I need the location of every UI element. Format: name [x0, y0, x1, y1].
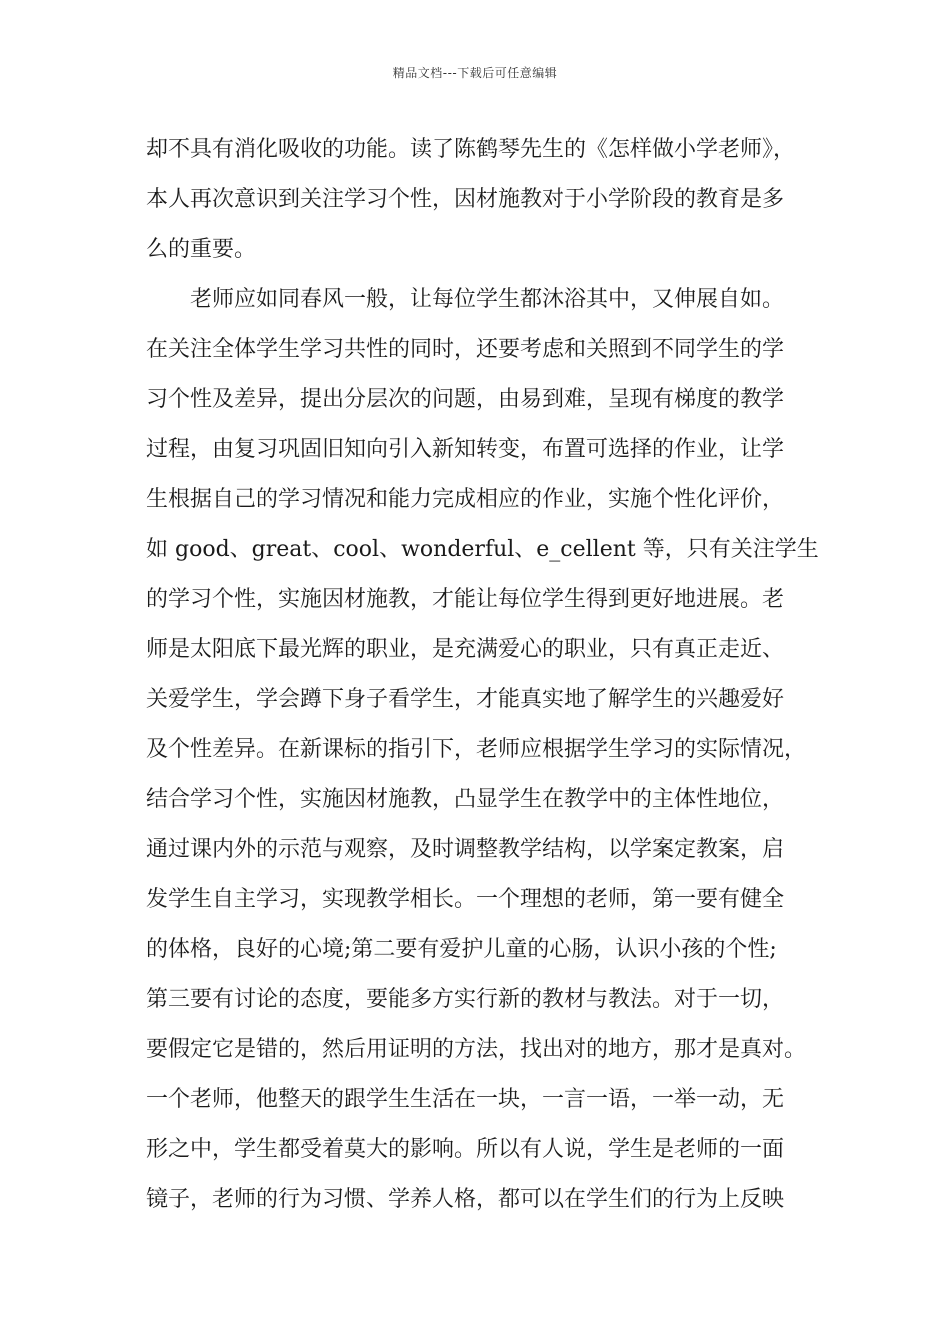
- text-line: 本人再次意识到关注学习个性，因材施教对于小学阶段的教育是多: [146, 187, 785, 212]
- text-line: 镜子，老师的行为习惯、学养人格，都可以在学生们的行为上反映: [146, 1187, 785, 1212]
- text-line: 习个性及差异，提出分层次的问题，由易到难，呈现有梯度的教学: [146, 387, 785, 412]
- text-line: 及个性差异。在新课标的指引下，老师应根据学生学习的实际情况，: [146, 737, 807, 762]
- page-header: 精品文档---下载后可任意编辑: [392, 66, 558, 80]
- text-line: 第三要有讨论的态度，要能多方实行新的教材与教法。对于一切，: [146, 987, 785, 1012]
- text-line: 老师应如同春风一般，让每位学生都沐浴其中，又伸展自如。: [190, 287, 785, 312]
- text-line: 在关注全体学生学习共性的同时，还要考虑和关照到不同学生的学: [146, 337, 785, 362]
- text-line: 么的重要。: [146, 237, 257, 262]
- text-line: 却不具有消化吸收的功能。读了陈鹤琴先生的《怎样做小学老师》，: [146, 137, 796, 162]
- text-line: 一个老师，他整天的跟学生生活在一块，一言一语，一举一动，无: [146, 1087, 785, 1112]
- text-line: 发学生自主学习，实现教学相长。一个理想的老师，第一要有健全: [146, 887, 785, 912]
- text-line: 生根据自己的学习情况和能力完成相应的作业，实施个性化评价，: [146, 487, 785, 512]
- text-line: 形之中，学生都受着莫大的影响。所以有人说，学生是老师的一面: [146, 1137, 785, 1162]
- text-line: 过程，由复习巩固旧知向引入新知转变，布置可选择的作业，让学: [146, 437, 785, 462]
- document-body: [146, 132, 826, 1232]
- text-line: 结合学习个性，实施因材施教，凸显学生在教学中的主体性地位，: [146, 787, 785, 812]
- text-line: 关爱学生，学会蹲下身子看学生，才能真实地了解学生的兴趣爱好: [146, 687, 785, 712]
- text-line: 师是太阳底下最光辉的职业，是充满爱心的职业，只有真正走近、: [146, 637, 785, 662]
- text-line: 的学习个性，实施因材施教，才能让每位学生得到更好地进展。老: [146, 587, 785, 612]
- text-line: 的体格，良好的心境;第二要有爱护儿童的心肠，认识小孩的个性;: [146, 937, 777, 962]
- text-line: 要假定它是错的，然后用证明的方法，找出对的地方，那才是真对。: [146, 1037, 807, 1062]
- text-line: 通过课内外的示范与观察，及时调整教学结构，以学案定教案，启: [146, 837, 785, 862]
- text-line: 如 good、great、cool、wonderful、e_cellent 等，只有关注学生: [146, 537, 819, 562]
